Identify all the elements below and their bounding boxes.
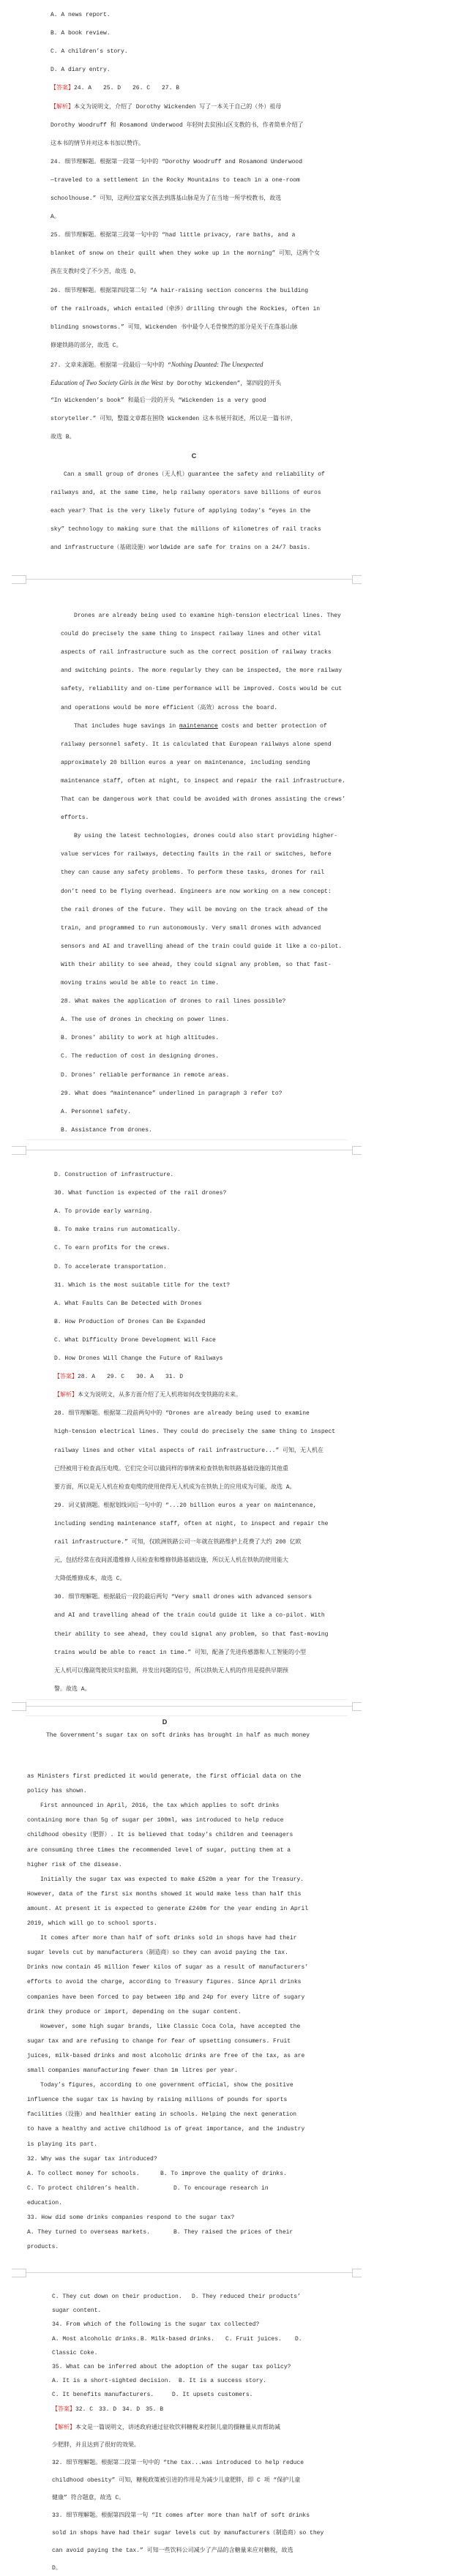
text-line: railways and, at the same time, help railway operators save billions of euros [51, 489, 321, 496]
text-line: and infrastructure（基础设施）worldwide are safe for trains on a 24/7 basis. [51, 544, 311, 551]
text-line: sugar levels cut by manufacturers（制造商）so they can avoid paying the tax. [27, 1950, 288, 1957]
text-line: 这本书的情节并对这本书加以赞许。 [51, 140, 144, 147]
page-break-line [26, 2272, 352, 2273]
text-line: 2019, which will go to school sports. [27, 1920, 157, 1927]
text-line: their ability to see ahead, they could signal any problem, so that fast-moving [54, 1630, 329, 1638]
page-corner-mark [12, 2269, 26, 2277]
text-line: D. How Drones Will Change the Future of Railways [54, 1355, 223, 1362]
text-line: train, and programmed to run autonomously. Very small drones with advanced [61, 924, 321, 932]
page-corner-mark [12, 1702, 26, 1711]
text-line: A. The use of drones in checking on power lines. [61, 1016, 230, 1024]
text-line: can avoid paying the tax.” 可知一些饮料公司减少了产品的含糖量来应对糖税，故选 [52, 2547, 293, 2554]
text-line: higher risk of the disease. [27, 1861, 122, 1868]
text-line: 24. 细节理解题。根据第一段第一句中的 “Dorothy Woodruff and Rosamond Underwood [51, 158, 303, 165]
text-line: A。 [51, 214, 60, 221]
text-line: of the railroads, which entailed（牵涉）drilling through the Rockies, often in [51, 305, 321, 312]
page-break-line [26, 579, 352, 580]
option-item: C. They cut down on their production. [52, 2294, 182, 2300]
option-item: B. To improve the quality of drinks. [160, 2170, 287, 2177]
text-line: sensors and AI and travelling ahead of the train could guide it like a co-pilot. [61, 943, 343, 950]
option-item: B. Milk-based drinks. [141, 2335, 214, 2343]
text-line: First announced in April, 2016, the tax which applies to soft drinks [40, 1802, 280, 1810]
text-line: Initially the sugar tax was expected to make £520m a year for the Treasury. [40, 1876, 304, 1883]
text-line: facilities（设施）and healthier eating in schools. Helping the next generation [27, 2111, 297, 2119]
text-line: 32. 细节理解题。根据第二段第一句中的 “the tax...was introduced to help reduce [52, 2460, 304, 2466]
text-line: 29. 词义猜测题。根据划线词后一句中的 “...20 billion euros a year on maintenance, [54, 1502, 317, 1509]
page-corner-mark [352, 1146, 362, 1155]
section-heading: D [162, 1718, 168, 1726]
text-line: education. [27, 2199, 63, 2206]
answer-key-line [54, 1373, 183, 1382]
text-line [74, 722, 327, 731]
text-line: Can a small group of drones（无人机）guarantee the safety and reliability of [64, 471, 325, 478]
text-line: they can cause any safety problems. To perform these tasks, drones for rail [61, 869, 325, 877]
line-text: 27. 文章来源题。根据第一段最后一句中的 “ [51, 362, 171, 369]
line-text: 28. A 29. C 30. A 31. D [78, 1374, 184, 1381]
text-line: 25. 细节理解题。根据第三段第一句中的 “had little privacy, rare baths, and a [51, 232, 296, 239]
text-line: influence the sugar tax is having by raising millions of pounds for sports [27, 2097, 288, 2104]
text-line: —traveled to a settlement in the Rocky Mountains to teach in a one-room [51, 176, 300, 184]
text-line: 大降低维修成本，故选 C。 [54, 1576, 126, 1583]
line-text: 本文为说明文，介绍了 Dorothy Wickenden 写了一本关于自己的（外）祖母 [74, 103, 282, 111]
option-item: C. Fruit juices. [225, 2335, 282, 2343]
text-line: Drones are already being used to examine high-tension electrical lines. They [74, 613, 341, 619]
analysis-line [51, 103, 281, 112]
text-line: blinding snowstorms.” 可知，Wickenden 书中最令人毛骨悚然的部分是关于在落基山脉 [51, 323, 298, 331]
text-line: 26. 细节理解题。根据第四段第二句 “A hair-raising section concerns the building [51, 287, 309, 294]
text-line: 无人机可以像副驾驶员实时监测，并发出问题的信号，所以铁轨无人机的作用是提供早期预 [54, 1667, 288, 1674]
text-line: value services for railways, detecting faults in the rail or switches, before [61, 851, 332, 858]
text-line: policy has shown. [27, 1788, 87, 1795]
text-line: 健康” 符合题意，故选 C。 [52, 2495, 125, 2501]
text-line: sold in shops have had their sugar levels cut by manufacturers（制造商）so they [52, 2530, 324, 2536]
option-item: D. They reduced their products’ [192, 2294, 301, 2300]
margin-line [26, 1139, 348, 1140]
text-line: 28. 细节理解题。根据第二段前两句中的 “Drones are already being used to examine [54, 1410, 310, 1418]
answer-key-line [51, 84, 179, 93]
text-line: sugar tax and are refusing to change for fear of upsetting consumers. Fruit [27, 2037, 291, 2045]
line-text: costs and better protection of [217, 722, 327, 730]
option-item: C. To protect children’s health. [27, 2184, 140, 2192]
answer-label: 【答案】 [52, 2405, 75, 2413]
text-line: to have a healthy and active childhood is of great importance, and the industry [27, 2126, 305, 2133]
text-line: 已经被用于检查高压电缆。它们完全可以做同样的事情来检查铁轨和铁路基础设施的其他重 [54, 1465, 288, 1472]
text-line: 32. Why was the sugar tax introduced? [27, 2155, 157, 2163]
text-line: blanket of snow on their quilt when they woke up in the morning” 可知，这两个女 [51, 250, 321, 258]
text-line: D. Drones’ reliable performance in remote areas. [61, 1071, 230, 1079]
option-item: D. [295, 2335, 302, 2343]
text-line: 30. What function is expected of the rail drones? [54, 1190, 227, 1197]
italic-title: Nothing Daunted: The Unexpected [171, 360, 263, 368]
text-line: 29. What does “maintenance” underlined in paragraph 3 refer to? [61, 1090, 283, 1097]
text-line: However, some high sugar brands, like Classic Coca Cola, have accepted the [40, 2023, 301, 2030]
text-line: C. The reduction of cost in designing drones. [61, 1053, 220, 1060]
text-line [51, 378, 281, 387]
text-line: amount. At present it is expected to generate £240m for the year ending in April [27, 1905, 309, 1912]
text-line: 要方面，所以是无人机在检查电缆的使用使得无人机成为在铁轨上的应用成为可能，故选 A。 [54, 1483, 296, 1491]
analysis-line [52, 2424, 280, 2433]
text-line: B. To make trains run automatically. [54, 1227, 181, 1234]
text-line: juices, milk-based drinks and most alcoholic drinks are free of the tax, as are [27, 2052, 305, 2059]
text-line: safety, reliability and on-time performance will be improved. Costs would be cut [61, 686, 343, 693]
text-line: could do precisely the same thing to inspect railway lines and other vital [61, 631, 321, 638]
page-corner-mark [352, 2269, 362, 2277]
text-line: “In Wickenden’s book” 和最后一段的开头 “Wickenden is a very good [51, 397, 266, 405]
text-line: is playing its part. [27, 2141, 98, 2148]
option-item: A. To collect money for schools. [27, 2170, 140, 2177]
text-line: C. To earn profits for the crews. [54, 1245, 171, 1252]
text-line: efforts. [61, 815, 89, 822]
section-heading: C [191, 452, 197, 460]
option-item: B. It is a success story. [179, 2378, 267, 2385]
text-line: By using the latest technologies, drones could also start providing higher- [74, 833, 338, 840]
text-line: small companies manufacturing fewer than 1m litres per year. [27, 2067, 239, 2074]
text-line: don’t need to be flying overhead. Engineers are now working on a new concept: [61, 888, 332, 895]
text-line: B. Assistance from drones. [61, 1126, 152, 1134]
text-line: products. [27, 2244, 59, 2251]
text-line: containing more than 5g of sugar per 100ml, was introduced to help reduce [27, 1817, 284, 1824]
text-line: maintenance staff, often at night, to inspect and repair the rail infrastructure. [61, 777, 345, 785]
page-corner-mark [352, 575, 362, 584]
option-item: C. It benefits manufacturers. [52, 2392, 154, 2399]
text-line: childhood obesity” 可知，糖税政策被引进的作用是为减少儿童肥胖，即 C 项 “保护儿童 [52, 2477, 301, 2484]
text-line: 故选 B。 [51, 434, 75, 441]
text-line: The Government’s sugar tax on soft drinks has brought in half as much money [46, 1732, 310, 1739]
line-text: 32. C 33. D 34. D 35. B [75, 2405, 164, 2413]
line-text: That includes huge savings in [74, 722, 180, 730]
text-line: C. A children’s story. [51, 48, 128, 56]
text-line: A. Personnel safety. [61, 1108, 132, 1115]
text-line: railway lines and other vital aspects of rail infrastructure...” 可知，无人机在 [54, 1447, 324, 1454]
text-line: A. A news report. [51, 12, 111, 18]
text-line [51, 360, 263, 369]
text-line: and AI and travelling ahead of the train could guide it like a co-pilot. With [54, 1612, 325, 1620]
margin-line [26, 1715, 348, 1716]
underlined-word: maintenance [179, 722, 218, 730]
answer-key-line [52, 2405, 163, 2414]
page-corner-mark [352, 1702, 362, 1711]
option-item: A. Most alcoholic drinks. [52, 2335, 141, 2343]
text-line: companies have been forced to pay between 18p and 24p for every litre of sugary [27, 1993, 305, 2001]
text-line: railway personnel safety. It is calculated that European railways alone spend [61, 741, 332, 748]
text-line: Dorothy Woodruff 和 Rosamond Underwood 年轻时去贫困山区支教的书，作者简单介绍了 [51, 121, 304, 129]
answer-label: 【答案】 [54, 1374, 78, 1381]
text-line: D. To accelerate transportation. [54, 1263, 167, 1270]
text-line: 34. From which of the following is the sugar tax collected? [52, 2321, 260, 2329]
text-line: sky” technology to making sure that the millions of kilometres of rail tracks [51, 525, 321, 533]
italic-title: Education of Two Society Girls in the West [51, 379, 163, 386]
text-line: drink they produce or import, depending on the sugar content. [27, 2008, 242, 2015]
text-line: 33. 细节理解题。根据第四段第一句 “It comes after more than half of soft drinks [52, 2512, 310, 2519]
text-line: 28. What makes the application of drones to rail lines possible? [61, 998, 286, 1006]
option-item: B. They raised the prices of their [173, 2229, 293, 2236]
page-corner-mark [12, 575, 26, 584]
text-line: the rail drones of the future. They will be moving on the track ahead of the [61, 906, 328, 913]
text-line: D. Construction of infrastructure. [54, 1172, 174, 1178]
margin-line [26, 1699, 348, 1700]
text-line: 孩在支教时受了不少苦，故选 D。 [51, 269, 140, 276]
text-line: B. How Production of Drones Can Be Expanded [54, 1318, 206, 1325]
text-line: However, data of the first six months showed it would make less than half this [27, 1890, 302, 1898]
option-item: D. To encourage research in [173, 2184, 269, 2192]
text-line: storyteller.” 可知，整篇文章都在围绕 Wickenden 这本书展开叙述，所以是一篇书评， [51, 416, 297, 423]
text-line: childhood obesity（肥胖）. It is believed that today’s children and teenagers [27, 1832, 293, 1839]
text-line: 元，包括经常在夜间派遣维修人员检查和维修铁路基础设施，所以无人机在铁轨的使用能大 [54, 1557, 288, 1565]
text-line: 33. How did some drinks companies respond to the sugar tax? [27, 2214, 235, 2221]
answer-label: 【答案】 [51, 85, 74, 92]
line-text: 本文为说明文，从多方面介绍了无人机将如何改变铁路的未来。 [78, 1392, 242, 1399]
text-line: each year? That is the very likely future of applying today’s “eyes in the [51, 507, 311, 514]
text-line: Drinks now contain 45 million fewer kilos of sugar as a result of manufacturers’ [27, 1964, 309, 1972]
page-corner-mark [12, 1146, 26, 1155]
text-line: It comes after more than half of soft drinks sold in shops have had their [40, 1935, 297, 1942]
option-item: D. It upsets customers. [172, 2392, 253, 2399]
analysis-line [54, 1391, 242, 1400]
text-line: moving trains would be able to react in time. [61, 980, 220, 986]
text-line: 30. 细节理解题。根据最后一段的最后两句 “Very small drones with advanced sensors [54, 1594, 313, 1601]
text-line: With their ability to see ahead, they could signal any problem, so that fast- [61, 961, 332, 968]
text-line: schoolhouse.” 可知，这两位富家女孩去到落基山脉是为了在当地一所学校教书，故选 [51, 195, 282, 202]
text-line: aspects of rail infrastructure such as the correct position of railway tracks [61, 649, 332, 656]
text-line: 35. What can be inferred about the adoption of the sugar tax policy? [52, 2364, 291, 2370]
line-text: by Dorothy Wickenden”，第四段的开头 [162, 381, 282, 387]
text-line: Classic Coke. [52, 2349, 98, 2356]
text-line: B. A book review. [51, 30, 111, 37]
text-line: including sending maintenance staff, often at night, to inspect and repair the [54, 1520, 329, 1527]
analysis-label: 【解析】 [54, 1392, 78, 1399]
option-item: A. It is a short-sighted decision. [52, 2378, 172, 2385]
text-line: D. A diary entry. [51, 67, 111, 74]
text-line: as Ministers first predicted it would generate, the first official data on the [27, 1773, 302, 1780]
text-line: C. What Difficulty Drone Development Will Face [54, 1336, 216, 1344]
analysis-label: 【解析】 [51, 103, 74, 111]
text-line: A. What Faults Can Be Detected with Drones [54, 1300, 202, 1307]
text-line: trains would be able to react in time.” 可知，配备了先进传感器和人工智能的小型 [54, 1649, 307, 1656]
text-line: 31. Which is the most suitable title for the text? [54, 1281, 231, 1289]
text-line: D。 [52, 2565, 61, 2572]
text-line: 警。故选 A。 [54, 1685, 91, 1693]
text-line: and switching points. The more regularly they can be inspected, the more railway [61, 667, 343, 675]
text-line: B. Drones’ ability to work at high altitudes. [61, 1035, 220, 1042]
line-text: 24. A 25. D 26. C 27. B [74, 85, 180, 92]
option-item: A. They turned to overseas markets. [27, 2229, 151, 2236]
page-break-line [26, 1706, 352, 1707]
text-line: 少肥胖，并且达到了很好的效果。 [52, 2442, 140, 2449]
text-line: and operations would be more efficient（高效）across the board. [61, 704, 278, 711]
analysis-label: 【解析】 [52, 2425, 75, 2431]
text-line: are consuming three times the recommended level of sugar, putting them at a [27, 1846, 291, 1854]
text-line: That can be dangerous work that could be avoided with drones assisting the crews’ [61, 796, 345, 803]
text-line: approximately 20 billion euros a year on maintenance, including sending [61, 759, 310, 766]
text-line: high-tension electrical lines. They could do precisely the same thing to inspect [54, 1429, 336, 1436]
line-text: 本文是一篇说明文，讲述政府通过征收饮料糖税来控制儿童的摄糖量从而帮助减 [75, 2425, 280, 2431]
text-line: Today’s figures, according to one government official, show the positive [40, 2082, 293, 2089]
text-line: rail infrastructure.” 可知，仅欧洲铁路公司一年就在铁路维护上花费了大约 200 亿欧 [54, 1539, 302, 1546]
text-line: A. To provide early warning. [54, 1208, 153, 1216]
text-line: 修建铁路的部分，故选 C。 [51, 342, 122, 349]
text-line: efforts to avoid the charge, according to Treasury figures. Since April drinks [27, 1979, 302, 1986]
text-line: sugar content. [52, 2307, 102, 2315]
